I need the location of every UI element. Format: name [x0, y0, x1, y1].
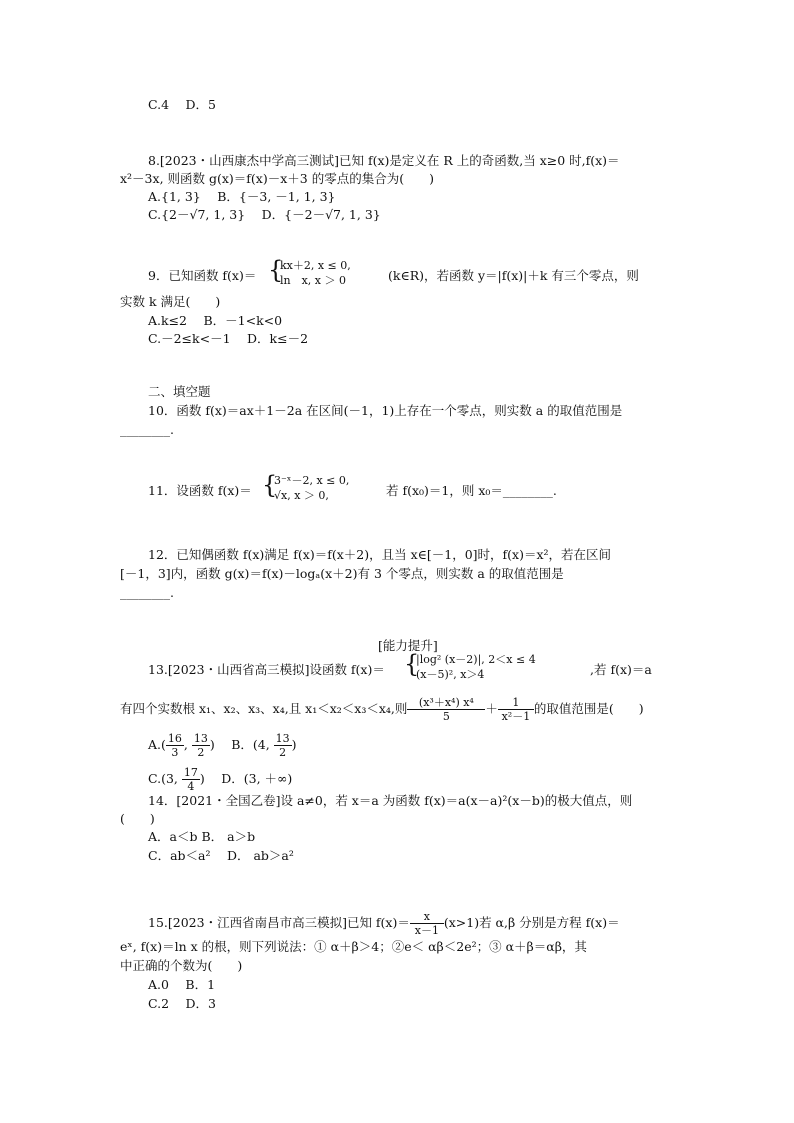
q15-prefix: 15.[2023・江西省南昌市高三模拟]已知 f(x)＝ — [148, 915, 410, 930]
q15-line3: 中正确的个数为( ) — [120, 958, 243, 973]
q11-suffix: 若 f(x₀)＝1，则 x₀＝________. — [386, 483, 557, 498]
q13-line2 — [120, 696, 644, 723]
q11-piece2: √x, x ＞ 0, — [274, 489, 329, 502]
q9-piece2: ln x, x ＞ 0 — [280, 274, 346, 287]
q13-option-a-open: A.( — [148, 737, 166, 752]
section-fill-in: 二、填空题 — [148, 384, 211, 399]
q13-option-d: ) D．(3, ＋∞) — [199, 771, 293, 786]
q13-option-c-frac-num: 17 — [183, 766, 198, 779]
q13-option-a-frac1-num: 16 — [167, 732, 182, 745]
q13-fraction1-denominator: 5 — [442, 710, 450, 723]
q13-fraction2-numerator: 1 — [498, 696, 534, 710]
q15-fraction — [410, 910, 444, 937]
q15-line1 — [148, 910, 620, 937]
q13-line2-text: 有四个实数根 x₁、x₂、x₃、x₄,且 x₁＜x₂＜x₃＜x₄,则 — [120, 701, 408, 716]
q8-line1: 8.[2023・山西康杰中学高三测试]已知 f(x)是定义在 R 上的奇函数,当 x≥0 时,f(x)＝ — [148, 153, 620, 168]
q8-option-c: C.{2－√7, 1, 3} D．{－2－√7, 1, 3} — [148, 207, 381, 222]
q15-fraction-den: x－1 — [414, 924, 439, 937]
q15-fraction-num: x — [410, 910, 444, 924]
q13-option-b-frac — [274, 732, 292, 759]
q12-line1: 12．已知偶函数 f(x)满足 f(x)＝f(x＋2)，且当 x∈[－1，0]时，f(x)＝x²，若在区间 — [148, 547, 612, 562]
q13-options-ab: A.( $\frac{16}{3}$ , $\frac{13}{2}$ ) B．(4, $\frac{13}{2}$ ) — [148, 732, 297, 759]
q14-line1: 14．[2021・全国乙卷]设 a≠0，若 x＝a 为函数 f(x)＝a(x－a)²(x－b)的极大值点，则 — [148, 793, 633, 808]
q13-fraction1-numerator: (x³＋x⁴) x⁴ — [407, 696, 485, 710]
q7-options: C.4 D．5 — [148, 97, 216, 112]
q11-prefix: 11．设函数 f(x)＝ — [148, 483, 252, 498]
q8-line2: x²－3x, 则函数 g(x)＝f(x)－x＋3 的零点的集合为( ) — [120, 171, 434, 186]
q13-piece2: (x－5)², x＞4 — [416, 668, 485, 681]
q10-line1: 10．函数 f(x)＝ax＋1－2a 在区间(－1，1)上存在一个零点，则实数 a 的取值范围是 — [148, 403, 623, 418]
q9-brace: { — [268, 256, 284, 284]
q14-line2: ( ) — [120, 811, 155, 826]
q13-brace: { — [404, 650, 420, 678]
q15-option-c: C.2 D．3 — [148, 996, 216, 1011]
q13-piece1: |log² (x－2)|, 2＜x ≤ 4 — [416, 653, 536, 666]
q13-option-a-frac1 — [166, 732, 184, 759]
q13-option-a-frac2-num: 13 — [193, 732, 208, 745]
q13-fraction1 — [407, 696, 485, 723]
q13-option-b-frac-den: 2 — [279, 746, 287, 759]
q9-piece1: kx＋2, x ≤ 0, — [280, 259, 351, 272]
q13-option-b-open: ) B．(4, — [209, 737, 274, 752]
q11-brace: { — [262, 471, 278, 499]
q13-line2-end: 的取值范围是( ) — [533, 701, 644, 716]
q13-plus: ＋ — [485, 701, 498, 716]
q13-suffix: ,若 f(x)＝a — [590, 662, 652, 677]
q11-piece1: 3⁻ˣ－2, x ≤ 0, — [274, 474, 350, 487]
q13-option-c-frac — [182, 766, 200, 793]
q13-fraction2-denominator: x²－1 — [501, 710, 531, 723]
q15-suffix: (x>1)若 α,β 分别是方程 f(x)＝ — [443, 915, 620, 930]
q15-line2: eˣ, f(x)＝ln x 的根，则下列说法：① α＋β＞4；②e＜ αβ＜2e²；③ α＋β＝αβ，其 — [120, 939, 587, 954]
q9-suffix: (k∈R)，若函数 y＝|f(x)|＋k 有三个零点，则 — [388, 268, 639, 283]
q13-option-c-open: C.(3, — [148, 771, 182, 786]
q9-prefix: 9．已知函数 f(x)＝ — [148, 268, 257, 283]
q9-line2: 实数 k 满足( ) — [120, 294, 221, 309]
q9-option-c: C.－2≤k<－1 D．k≤－2 — [148, 331, 309, 346]
q10-line2: ________. — [120, 422, 174, 437]
q9-option-a: A.k≤2 B．－1<k<0 — [148, 313, 283, 328]
q12-line2: [－1，3]内，函数 g(x)＝f(x)－logₐ(x＋2)有 3 个零点，则实数 a 的取值范围是 — [120, 566, 564, 581]
q14-option-a: A．a＜b B． a＞b — [148, 829, 256, 844]
q13-option-a-frac2 — [192, 732, 210, 759]
q13-options-cd — [148, 766, 292, 793]
q12-line3: ________. — [120, 585, 174, 600]
q14-option-c: C．ab＜a² D． ab＞a² — [148, 848, 294, 863]
q13-option-c-frac-den: 4 — [187, 780, 195, 793]
q13-option-b-frac-num: 13 — [275, 732, 290, 745]
q15-option-a: A.0 B．1 — [148, 977, 216, 992]
q13-prefix: 13.[2023・山西省高三模拟]设函数 f(x)＝ — [148, 662, 385, 677]
q13-option-a-frac1-den: 3 — [171, 746, 179, 759]
section-ability: [能力提升] — [378, 638, 438, 653]
q13-option-a-frac2-den: 2 — [197, 746, 205, 759]
q8-option-a: A.{1, 3} B．{－3, －1, 1, 3} — [148, 189, 336, 204]
q13-fraction2 — [498, 696, 534, 723]
